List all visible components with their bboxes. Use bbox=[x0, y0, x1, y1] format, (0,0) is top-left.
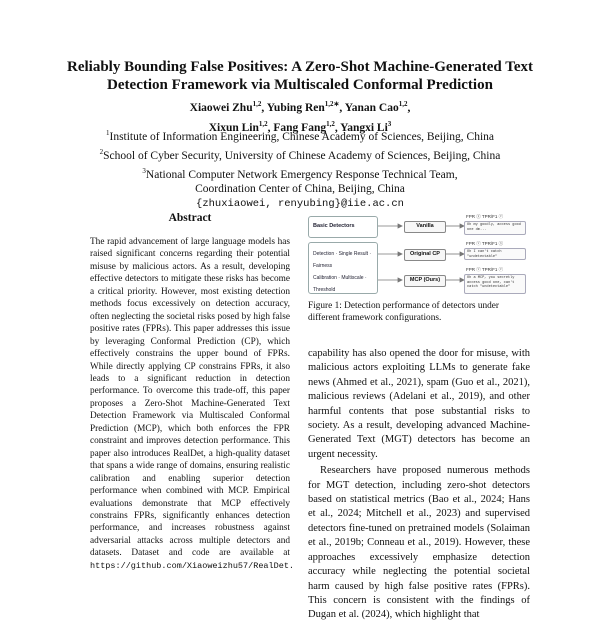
author-sup: 3 bbox=[387, 119, 392, 128]
affiliation-text: Institute of Information Engineering, Chinese Academy of Sciences, Beijing, China bbox=[109, 130, 495, 143]
figure-left-label-2: Detection · Single Result · Fairness bbox=[313, 251, 372, 269]
figure-output-3: Oh a MCP, you secretly access good one, can't catch "undetectable" bbox=[464, 274, 526, 294]
figure-output-2: Oh I can't catch "undetectable" bbox=[464, 248, 526, 260]
figure-output-1: Oh my goodly, access good one dm... bbox=[464, 221, 526, 235]
author-line-1: Xiaowei Zhu$^{1,2}$, Yubing Ren$^{1,2∗}$, Yanan Cao$^{1,2}$, bbox=[189, 100, 411, 114]
affiliation-sup: 3 bbox=[142, 166, 146, 175]
figure-left-label: Basic Detectors bbox=[313, 223, 355, 229]
affiliations bbox=[60, 126, 540, 212]
body-paragraph-1: capability has also opened the door for misuse, with malicious actors exploiting LLMs to generate fake news (Ahmed et al., 2021), spam (Guo et al., 2021), malicious reviews (Adelani et al., 2019), and other harmful contents that pose substantial risks to society. As a result, developing advanced Machine-Generated Text (MGT) detectors has become an urgent necessity. bbox=[308, 348, 530, 460]
affiliation-2 bbox=[60, 145, 540, 164]
title-line-1: Reliably Bounding False Positives: A Zero-Shot Machine-Generated Text bbox=[67, 59, 533, 75]
figure-mid-vanilla: Vanilla bbox=[404, 221, 446, 233]
body-paragraph-2: Researchers have proposed numerous methods for MGT detection, including zero-shot detectors based on statistical metrics (Bao et al., 2024; Hans et al., 2024; Mitchell et al., 2023) and supervised detectors fine-tuned on pretrained models (Solaiman et al., 2019b; Conneau et al., 2019). However, these approaches excessively emphasize detection accuracy while neglecting the potential societal harm caused by high false positive rates (FPRs). This concern is consistent with the findings of Dugan et al. (2024), which highlight that bbox=[308, 465, 530, 621]
author-name: Xixun Lin bbox=[208, 121, 259, 134]
figure-mid-mcp: MCP (Ours) bbox=[404, 275, 446, 287]
author-sup: 1,2 bbox=[258, 119, 268, 128]
figure-rate-1: FPR ⓧ TPR/F1 ⓥ bbox=[466, 214, 504, 219]
affiliation-sup: 1 bbox=[105, 129, 110, 137]
author-name: Yubing Ren bbox=[266, 101, 325, 114]
affiliation-text: Coordination Center of China, Beijing, China bbox=[195, 183, 405, 196]
author-name: Xiaowei Zhu bbox=[189, 101, 253, 114]
affiliation-text: School of Cyber Security, University of Chinese Academy of Sciences, Beijing, China bbox=[103, 149, 501, 162]
abstract-paragraph: The rapid advancement of large language models has raised significant concerns regarding their potential misuse by malicious actors. As a result, developing effective detectors to mitigate these risks has become a critical priority. However, most existing detection methods focus excessively on detection accuracy, often neglecting the societal risks posed by high false positive rates (FPRs). This paper addresses this issue by leveraging Conformal Prediction (CP), which effectively constrains the upper bound of FPRs. While directly applying CP constrains FPRs, it also leads to a significant reduction in detection performance. To overcome this trade-off, this paper proposes a Zero-Shot Machine-Generated Text Detection Framework via Multiscaled Conformal Prediction (MCP), which both enforces the FPR constraint and improves detection performance. This paper also introduces RealDet, a high-quality dataset that spans a wide range of domains, ensuring realistic calibration and enabling superior detection performance when combined with MCP. Empirical evaluations demonstrate that MCP effectively constrains FPRs, significantly enhances detection performance, and increases robustness against adversarial attacks across multiple detectors and datasets. Dataset and code are available at bbox=[90, 237, 290, 559]
figure-rate-3: FPR ⓥ TPR/F1 ⓥ bbox=[466, 267, 504, 272]
author-sup: 1,2∗ bbox=[324, 100, 340, 108]
figure-mid-original-cp: Original CP bbox=[404, 249, 446, 261]
author-name: Yanan Cao bbox=[344, 101, 399, 114]
affiliation-text: National Computer Network Emergency Response Technical Team, bbox=[145, 168, 458, 181]
title-line-2: Detection Framework via Multiscaled Conformal Prediction bbox=[107, 77, 493, 93]
author-sup: 1,2 bbox=[326, 119, 335, 128]
figure-rate-2: FPR ⓥ TPR/F1 ⓧ bbox=[466, 241, 504, 246]
affiliation-1 bbox=[60, 126, 540, 145]
paper-title bbox=[40, 58, 560, 94]
code-link[interactable]: https://github.com/Xiaoweizhu57/RealDet. bbox=[90, 560, 295, 571]
figure-left-label-3: Calibration · Multiscale · Threshold bbox=[313, 275, 367, 293]
right-column-text bbox=[308, 347, 530, 623]
author-line-2: Xixun Lin$^{1,2}$, Fang Fang$^{1,2}$, Yangxi Li$^3$ bbox=[208, 119, 392, 134]
abstract-body bbox=[90, 236, 295, 572]
figure-caption: Figure 1: Detection performance of detectors under different framework configurations. bbox=[308, 301, 500, 324]
affiliation-4 bbox=[60, 182, 540, 197]
author-name: Yangxi Li bbox=[340, 121, 388, 134]
author-sup: 1,2 bbox=[398, 100, 408, 108]
abstract-heading: Abstract bbox=[168, 212, 212, 224]
author-email: {zhuxiaowei, renyubing}@iie.ac.cn bbox=[196, 198, 404, 211]
figure-1 bbox=[308, 214, 528, 296]
author-sup: 1,2 bbox=[252, 100, 262, 108]
author-name: Fang Fang bbox=[273, 121, 327, 134]
affiliation-sup: 2 bbox=[99, 147, 104, 156]
affiliation-3 bbox=[60, 164, 540, 183]
